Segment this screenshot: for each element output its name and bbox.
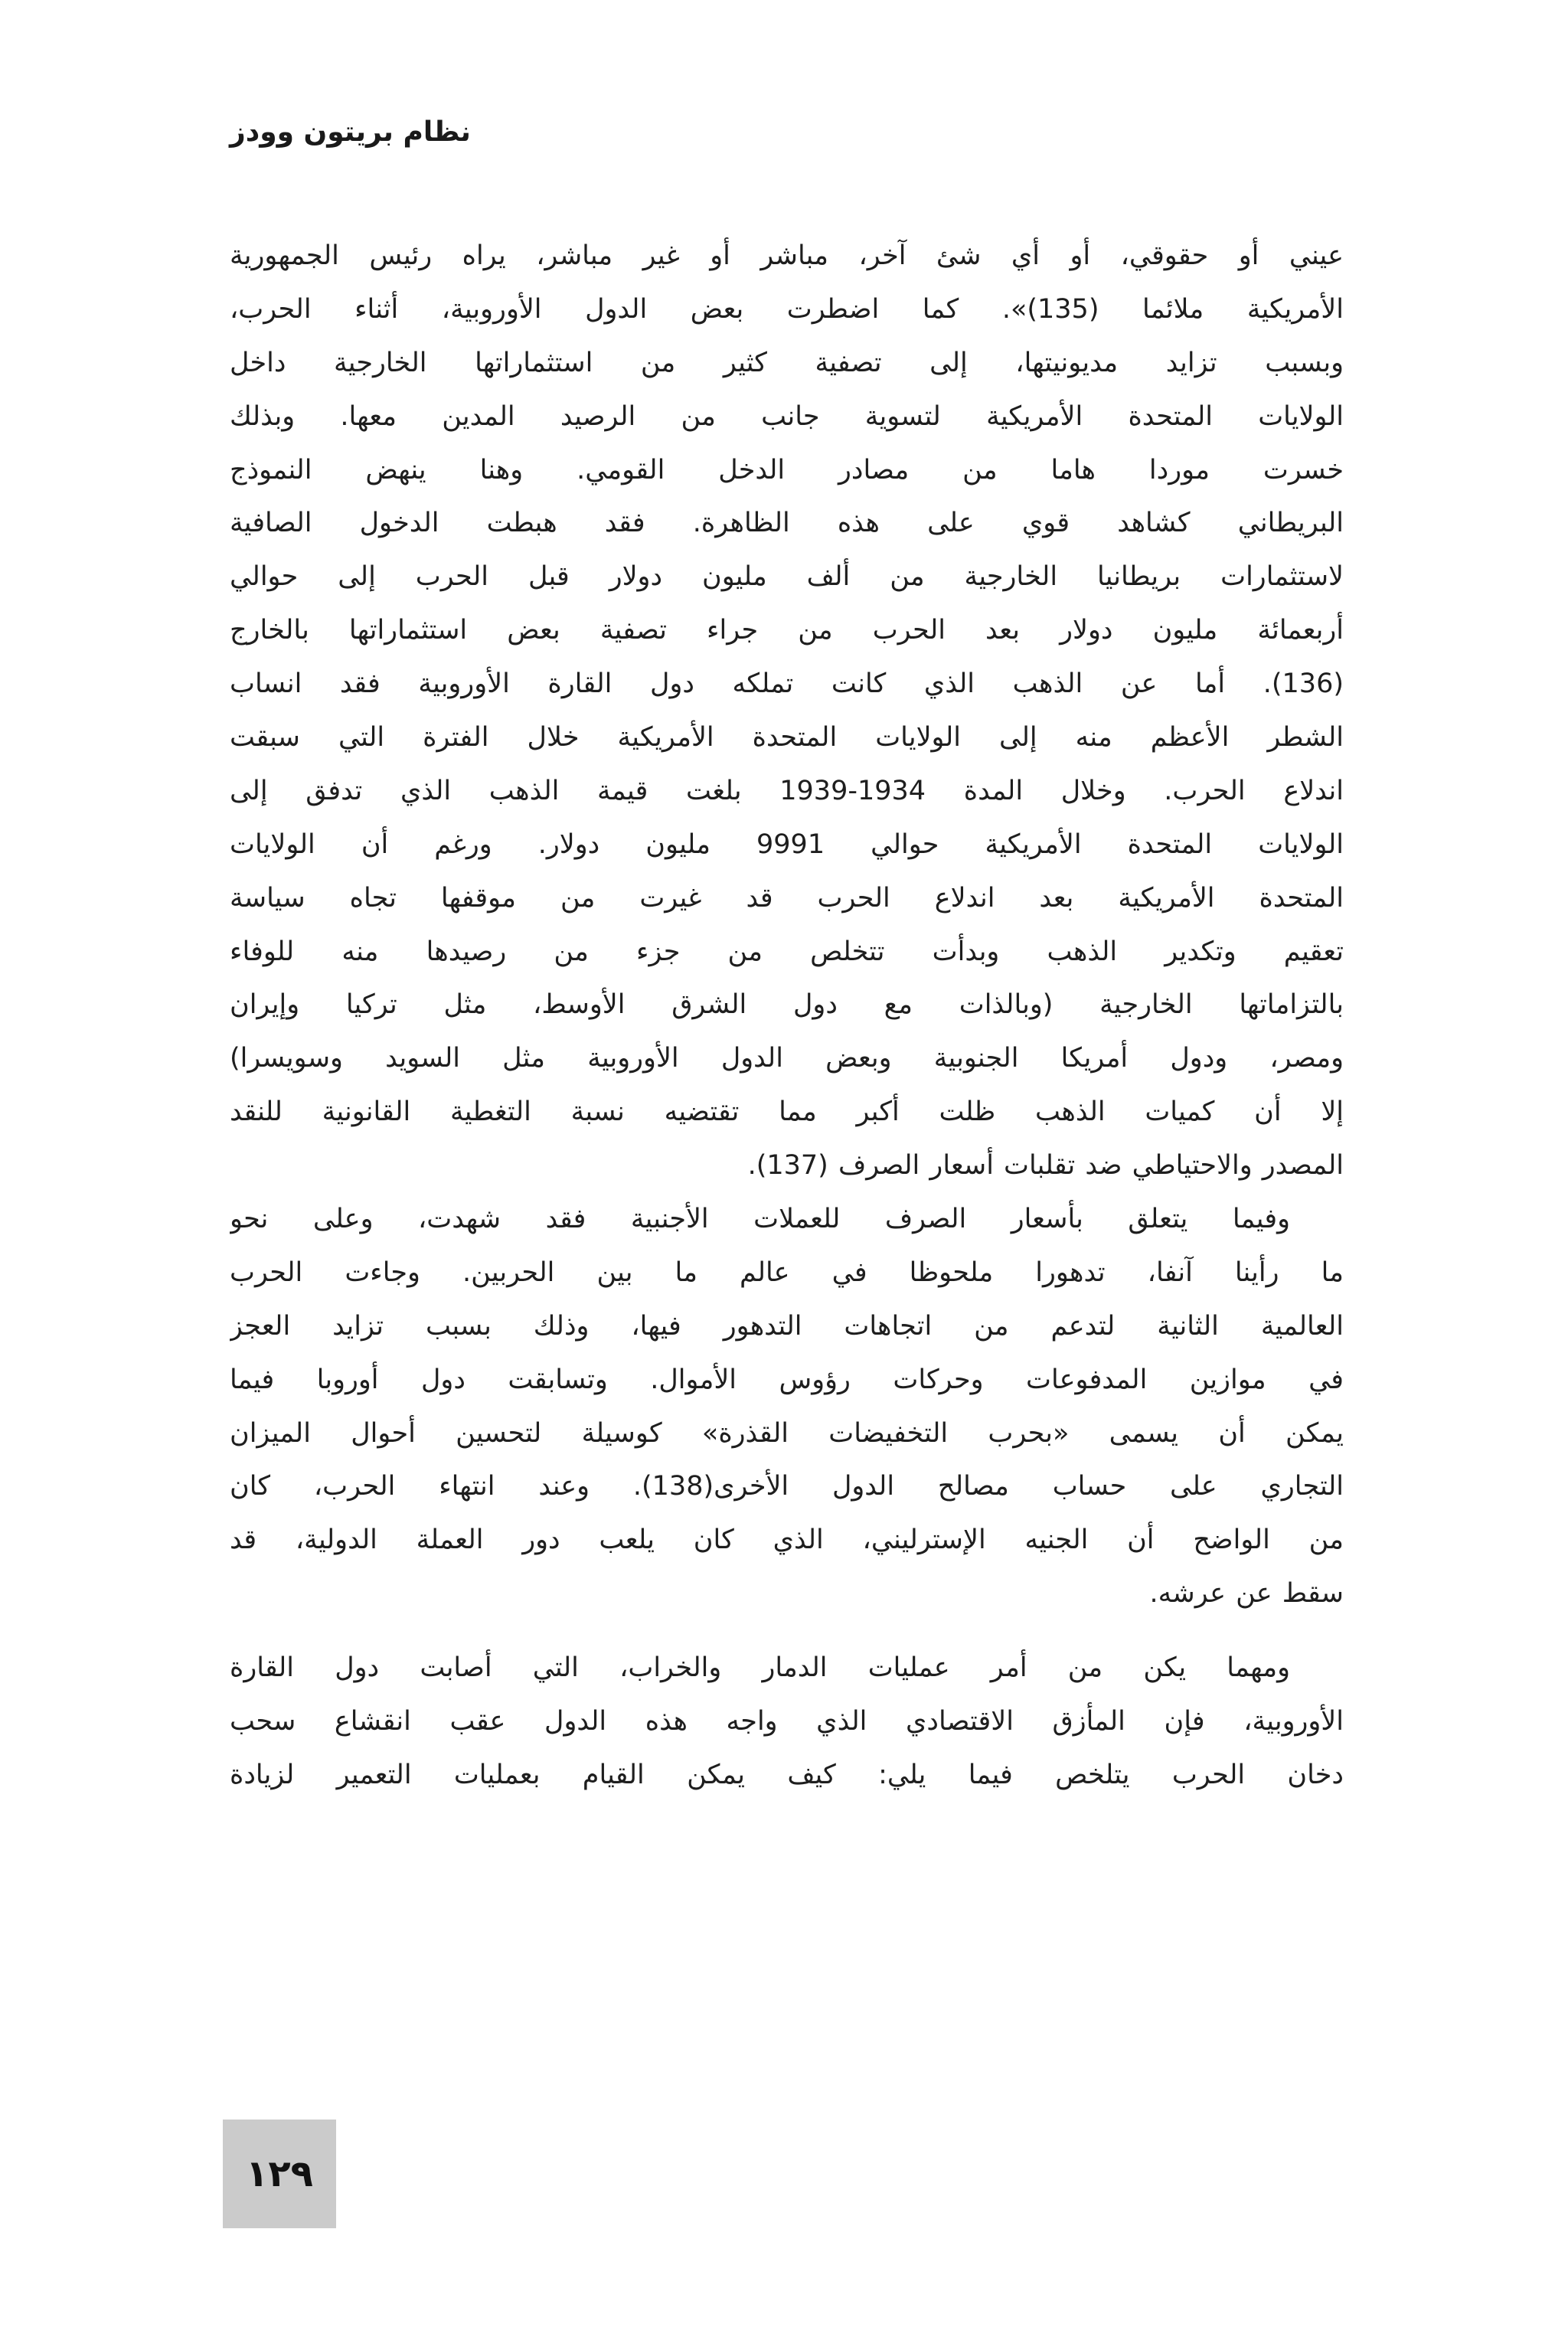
text-line: عيني أو حقوقي، أو أي شئ آخر، مباشر أو غير مباشر، يراه رئيس الجمهورية [230,240,1344,271]
running-header-title: نظام بريتون وودز [230,116,471,148]
text-line: ومهما يكن من أمر عمليات الدمار والخراب، التي أصابت دول القارة [230,1652,1290,1684]
paragraph-gap [230,1621,1344,1642]
text-line: الأوروبية، فإن المأزق الاقتصادي الذي واجه هذه الدول عقب انقشاع سحب [230,1706,1344,1737]
page-body [230,230,1344,1803]
paragraph [230,1642,1344,1803]
text-line: البريطاني كشاهد قوي على هذه الظاهرة. فقد هبطت الدخول الصافية [230,508,1344,539]
text-line: اندلاع الحرب. وخلال المدة 1934-1939 بلغت قيمة الذهب الذي تدفق إلى [230,775,1344,806]
text-line: سقط عن عرشه. [1149,1578,1344,1610]
page-number: ١٢٩ [246,2152,313,2195]
text-line: الولايات المتحدة الأمريكية حوالي 9991 مليون دولار. ورغم أن الولايات [230,829,1344,860]
text-line: لاستثمارات بريطانيا الخارجية من ألف مليون دولار قبل الحرب إلى حوالي [230,561,1344,593]
text-line: أربعمائة مليون دولار بعد الحرب من جراء تصفية بعض استثماراتها بالخارج [230,615,1344,646]
text-line: وبسبب تزايد مديونيتها، إلى تصفية كثير من استثماراتها الخارجية داخل [230,347,1344,378]
text-line: من الواضح أن الجنيه الإسترليني، الذي كان يلعب دور العملة الدولية، قد [230,1525,1344,1556]
text-line: تعقيم وتكدير الذهب وبدأت تتخلص من جزء من رصيدها منه للوفاء [230,936,1344,967]
text-line: دخان الحرب يتلخص فيما يلي: كيف يمكن القيام بعمليات التعمير لزيادة [230,1759,1344,1790]
paragraph [230,1193,1344,1621]
text-line: التجاري على حساب مصالح الدول الأخرى(138). وعند انتهاء الحرب، كان [230,1471,1344,1502]
text-line: يمكن أن يسمى «بحرب التخفيضات القذرة» كوسيلة لتحسين أحوال الميزان [230,1417,1344,1449]
text-line: الشطر الأعظم منه إلى الولايات المتحدة الأمريكية خلال الفترة التي سبقت [230,722,1344,753]
text-line: وفيما يتعلق بأسعار الصرف للعملات الأجنبية فقد شهدت، وعلى نحو [230,1204,1290,1235]
text-line: خسرت موردا هاما من مصادر الدخل القومي. وهنا ينهض النموذج [230,454,1344,485]
text-line: إلا أن كميات الذهب ظلت أكبر مما تقتضيه نسبة التغطية القانونية للنقد [230,1097,1344,1128]
text-line: الولايات المتحدة الأمريكية لتسوية جانب من الرصيد المدين معها. وبذلك [230,400,1344,432]
text-line: الأمريكية ملائما (135)». كما اضطرت بعض الدول الأوروبية، أثناء الحرب، [230,293,1344,325]
text-line: المتحدة الأمريكية بعد اندلاع الحرب قد غيرت من موقفها تجاه سياسة [230,882,1344,914]
text-line: (136). أما عن الذهب الذي كانت تملكه دول القارة الأوروبية فقد انساب [230,668,1344,700]
page-number-box [223,2120,336,2228]
text-line: المصدر والاحتياطي ضد تقلبات أسعار الصرف (137). [747,1150,1344,1182]
text-line: ما رأينا آنفا، تدهورا ملحوظا في عالم ما بين الحربين. وجاءت الحرب [230,1257,1344,1288]
text-line: العالمية الثانية لتدعم من اتجاهات التدهور فيها، وذلك بسبب تزايد العجز [230,1310,1344,1342]
text-line: في موازين المدفوعات وحركات رؤوس الأموال. وتسابقت دول أوروبا فيما [230,1364,1344,1395]
paragraph [230,230,1344,1193]
text-line: ومصر، ودول أمريكا الجنوبية وبعض الدول الأوروبية مثل السويد وسويسرا) [230,1043,1344,1074]
text-line: بالتزاماتها الخارجية (وبالذات مع دول الشرق الأوسط، مثل تركيا وإيران [230,989,1344,1021]
